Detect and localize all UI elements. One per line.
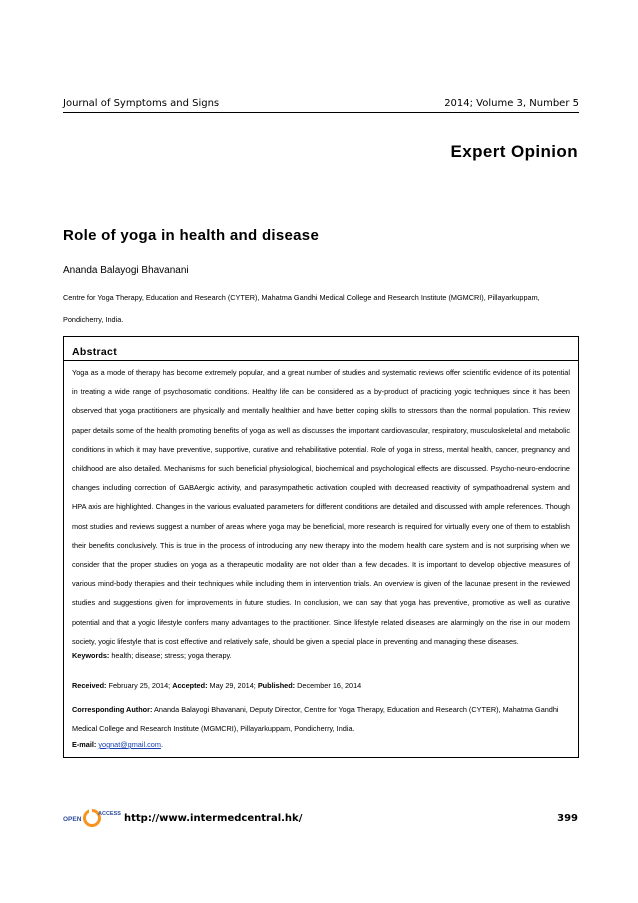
open-access-logo (63, 806, 125, 830)
corresponding-author-line (72, 700, 570, 738)
dates-line (72, 676, 570, 695)
running-header (63, 98, 579, 112)
lock-gap (89, 808, 92, 814)
abstract-heading: Abstract (72, 346, 117, 358)
article-type: Expert Opinion (450, 142, 578, 161)
published-date: December 16, 2014 (297, 681, 362, 690)
volume-info: 2014; Volume 3, Number 5 (444, 98, 579, 109)
keywords-value: health; disease; stress; yoga therapy. (111, 651, 232, 660)
journal-name: Journal of Symptoms and Signs (63, 98, 220, 109)
article-title: Role of yoga in health and disease (63, 227, 320, 244)
received-label: Received: (72, 681, 107, 690)
email-line (72, 735, 570, 754)
corresponding-value: Ananda Balayogi Bhavanani, Deputy Director, Centre for Yoga Therapy, Education and Research (CYTER), Mahatma Gandhi Medical College and Research Institute (MGMCRI), Pillayarkuppam, Pondicherry, India. (72, 705, 559, 733)
page-number: 399 (557, 813, 578, 824)
received-date: February 25, 2014; (108, 681, 171, 690)
author-affiliation: Centre for Yoga Therapy, Education and Research (CYTER), Mahatma Gandhi Medical College and Research Institute (MGMCRI), Pillayarkuppam, Pondicherry, India. (63, 293, 540, 324)
email-label: E-mail: (72, 740, 97, 749)
accepted-label: Accepted: (172, 681, 208, 690)
header-rule (63, 112, 579, 113)
email-suffix: . (160, 740, 163, 749)
author-name: Ananda Balayogi Bhavanani (63, 265, 189, 276)
keywords-label: Keywords: (72, 651, 110, 660)
journal-url[interactable]: http://www.intermedcentral.hk/ (124, 813, 303, 824)
abstract-rule (63, 360, 579, 361)
logo-access-text: ACCESS (98, 811, 121, 817)
accepted-date: May 29, 2014; (209, 681, 256, 690)
published-label: Published: (257, 681, 296, 690)
abstract-text: Yoga as a mode of therapy has become extremely popular, and a great number of studies and systematic reviews offer scientific evidence of its potential in treating a wide range of psychosomatic conditions. Healthy life can be considered as a by-product of practicing yogic techniques since it has been observed that yoga practitioners are physically and mentally healthier and have better coping skills to stressors than the normal population. This review paper details some of the health promoting benefits of yoga as well as discusses the important cardiovascular, respiratory, musculoskeletal and metabolic conditions in which it may have preventive, supportive, curative and rehabilitative potential. Role of yoga in stress, mental health, cancer, pregnancy and childhood are also detailed. Mechanisms for such beneficial physiological, biochemical and psychological effects are discussed. Psycho-neuro-endocrine changes including correction of GABAergic activity, and parasympathetic activation coupled with decreased reactivity of sympathoadrenal system and HPA axis are highlighted. Changes in the various evaluated parameters for different conditions are detailed and discussed with ample references. Though most studies and reviews suggest a number of areas where yoga may be beneficial, more research is required for virtually every one of them to establish their benefits conclusively. This is true in the process of introducing any new therapy into the modern health care system and is not surprising when we consider that the proper studies on yoga as a therapeutic modality are not older than a few decades. It is important to develop objective measures of various mind-body therapies and their techniques while including them in intervention trials. An overview is given of the lacunae present in the reviewed studies and suggestions given for improvements in future studies. In conclusion, we can say that yoga has preventive, promotive as well as curative potential and that a yogic lifestyle confers many advantages to the practitioner. Since lifestyle related diseases are alarmingly on the rise in our modern society, yogic lifestyle that is cost effective and relatively safe, should be given a special place in preventing and managing these diseases. (72, 368, 570, 646)
keywords-line (72, 646, 570, 665)
corresponding-label: Corresponding Author: (72, 705, 153, 714)
email-link[interactable]: yognat@gmail.com (98, 740, 161, 749)
logo-open-text: OPEN (63, 816, 82, 823)
